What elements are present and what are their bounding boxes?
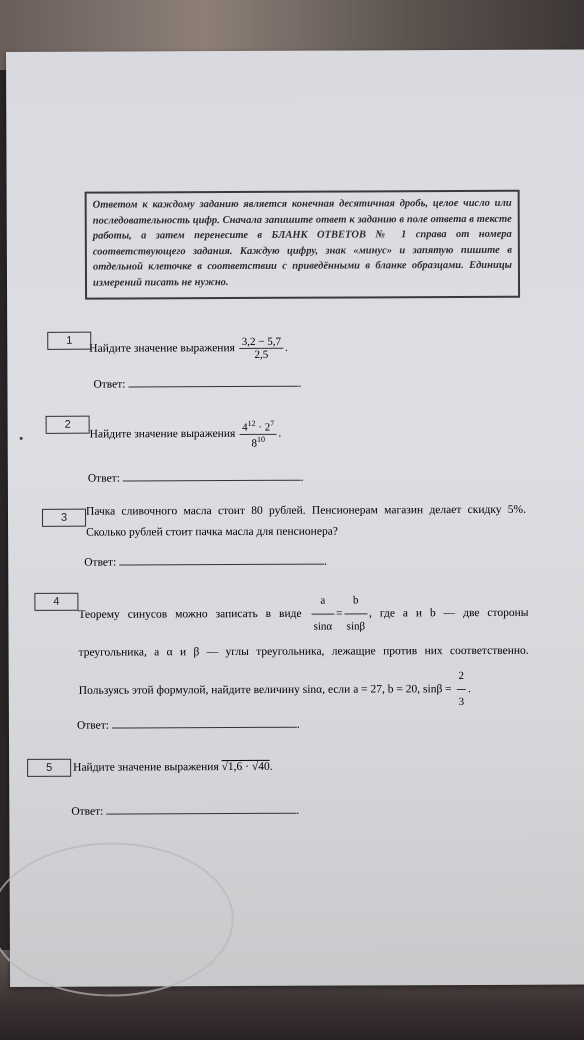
task-1-denominator: 2,5 (254, 348, 269, 361)
task-1-prompt: Найдите значение выражения $\frac{3,2 - 5,7}{2,5}$ . (89, 335, 288, 361)
task-number-2: 2 (46, 416, 90, 434)
task-4-fraction-b: $\frac{b}{\sin\beta}$ (345, 588, 368, 639)
task-2-text: Найдите значение выражения (89, 427, 236, 441)
task-4-fraction-sinbeta: $\frac{2}{3}$ (456, 664, 466, 715)
task-1-numerator: 3,2 − 5,7 (240, 336, 283, 349)
task-2-answer-field[interactable] (123, 470, 301, 482)
task-4-text: Теорему синусов можно записать в виде $\frac{a}{\sin\alpha}$ = $\frac{b}{\sin\beta}$ , где a и b — две стороны треугольника, а α и β — углы треугольника, лежащие против них соответственно. Пользуясь этой формулой, найдите величину sinα, если a = 27, b = 20, sinβ = $\frac{2}{3}$ . (78, 588, 529, 717)
task-1-fraction (240, 336, 283, 361)
answer-label: Ответ: (84, 556, 117, 569)
task-3-text: Пачка сливочного масла стоит 80 рублей. Пенсионерам магазин делает скидку 5%. Сколько рублей стоит пачка масла для пенсионера? (85, 503, 527, 539)
answer-label: Ответ: (71, 805, 104, 818)
task-2-prompt: Найдите значение выражения $\frac{4^{12} \cdot 2^7}{8^{10}}$ . (89, 418, 282, 450)
task-number-3: 3 (42, 509, 86, 527)
task-5-text: Найдите значение выражения (73, 761, 219, 774)
task-number-1: 1 (47, 332, 91, 350)
task-5-answer-field[interactable] (106, 803, 296, 815)
task-4-answer-field[interactable] (112, 717, 297, 729)
task-5-prompt: Найдите значение выражения √1,6 · √40. (73, 760, 273, 774)
pen-dot (20, 437, 23, 440)
task-1-answer-field[interactable] (128, 376, 298, 388)
task-2-denominator: $8^{10}$ (251, 434, 266, 450)
paper-curl (0, 842, 234, 997)
task-2-fraction (240, 419, 276, 449)
task-4-fraction-a: $\frac{a}{\sin\alpha}$ (311, 589, 334, 640)
task-3-answer-field[interactable] (119, 554, 324, 566)
task-2-numerator: $4^{12} \cdot 2^7$ (240, 419, 276, 435)
task-1-text: Найдите значение выражения (89, 342, 235, 355)
task-1-answer: Ответ: . (93, 377, 302, 391)
task-3-answer: Ответ: . (84, 555, 328, 569)
exam-page (6, 49, 584, 987)
task-4-answer: Ответ: . (76, 718, 300, 732)
task-5-answer: Ответ: . (71, 804, 300, 818)
instructions-box: Ответом к каждому заданию является конечная десятичная дробь, целое число или последовательность цифр. Сначала запишите ответ к заданию в поле ответа в тексте работы, а затем перенесите в БЛАНК ОТВЕТОВ № 1 справа от номера соответствующего задания. Каждую цифру, знак «минус» и запятую пишите в отдельной клеточке в соответствии с приведёнными в бланке образцами. Единицы измерений писать не нужно. (85, 190, 520, 300)
answer-label: Ответ: (76, 719, 109, 732)
task-2-answer: Ответ: . (87, 471, 304, 485)
task-number-5: 5 (27, 759, 71, 777)
answer-label: Ответ: (93, 378, 126, 391)
task-number-4: 4 (34, 593, 78, 611)
answer-label: Ответ: (87, 472, 120, 485)
task-5-expression: √1,6 · √40 (221, 760, 270, 774)
